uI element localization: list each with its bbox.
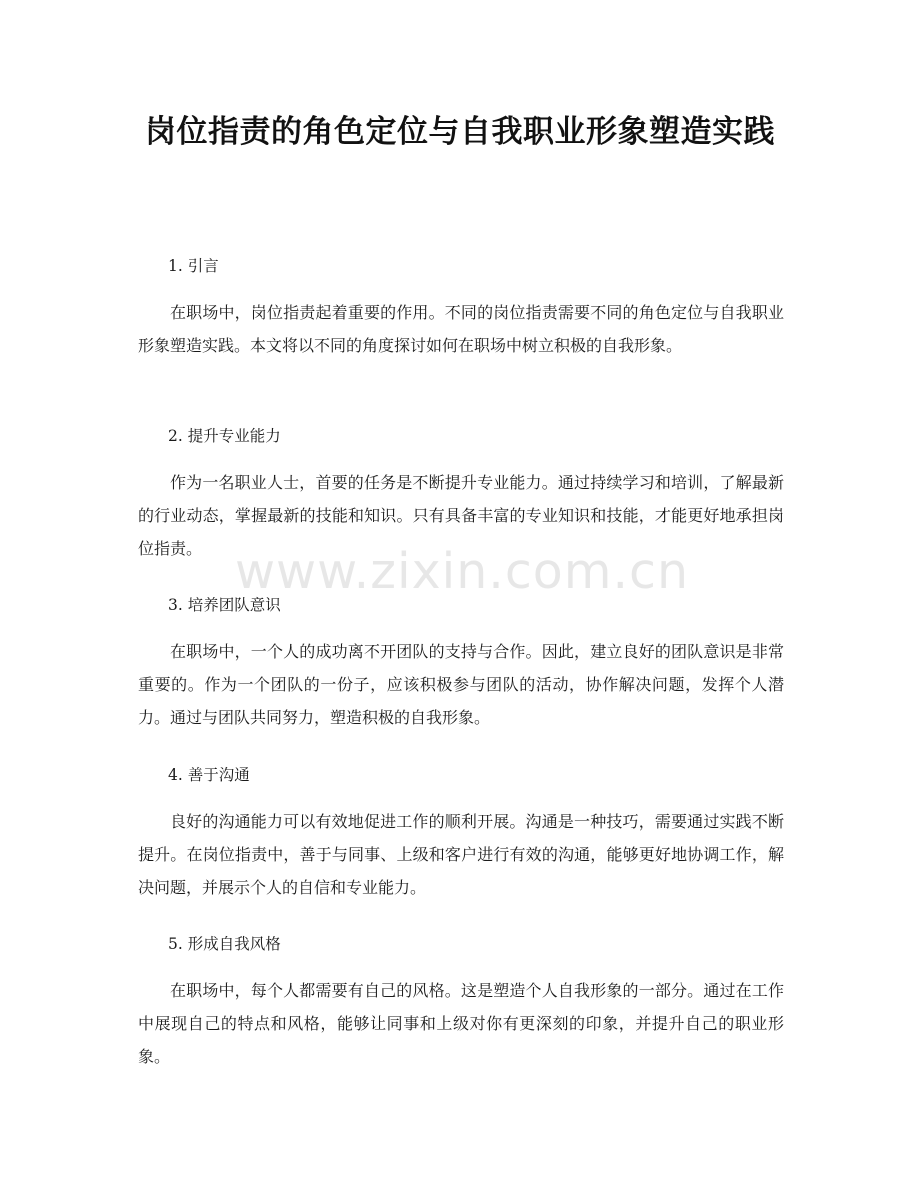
watermark: www.zixin.com.cn [234, 543, 690, 600]
section-paragraph: 在职场中，每个人都需要有自己的风格。这是塑造个人自我形象的一部分。通过在工作中展现自己的特点和风格，能够让同事和上级对你有更深刻的印象，并提升自己的职业形象。 [138, 981, 784, 1066]
section-paragraph: 在职场中，岗位指责起着重要的作用。不同的岗位指责需要不同的角色定位与自我职业形象塑造实践。本文将以不同的角度探讨如何在职场中树立积极的自我形象。 [138, 303, 784, 355]
section-heading: 4. 善于沟通 [168, 766, 250, 784]
section-paragraph: 良好的沟通能力可以有效地促进工作的顺利开展。沟通是一种技巧，需要通过实践不断提升。在岗位指责中，善于与同事、上级和客户进行有效的沟通，能够更好地协调工作，解决问题，并展示个人的自信和专业能力。 [138, 812, 784, 897]
section-professional-skills [138, 425, 784, 565]
section-heading: 3. 培养团队意识 [168, 596, 281, 614]
section-communication [138, 764, 784, 904]
section-team-awareness [138, 594, 784, 734]
section-personal-style [138, 933, 784, 1073]
section-heading: 5. 形成自我风格 [168, 935, 281, 953]
section-heading: 1. 引言 [168, 257, 219, 275]
section-paragraph: 作为一名职业人士，首要的任务是不断提升专业能力。通过持续学习和培训，了解最新的行业动态，掌握最新的技能和知识。只有具备丰富的专业知识和技能，才能更好地承担岗位指责。 [138, 473, 784, 558]
section-paragraph: 在职场中，一个人的成功离不开团队的支持与合作。因此，建立良好的团队意识是非常重要的。作为一个团队的一份子，应该积极参与团队的活动，协作解决问题，发挥个人潜力。通过与团队共同努力，塑造积极的自我形象。 [138, 642, 784, 727]
section-heading: 2. 提升专业能力 [168, 427, 281, 445]
section-introduction [138, 255, 784, 362]
document-title: 岗位指责的角色定位与自我职业形象塑造实践 [145, 114, 775, 150]
